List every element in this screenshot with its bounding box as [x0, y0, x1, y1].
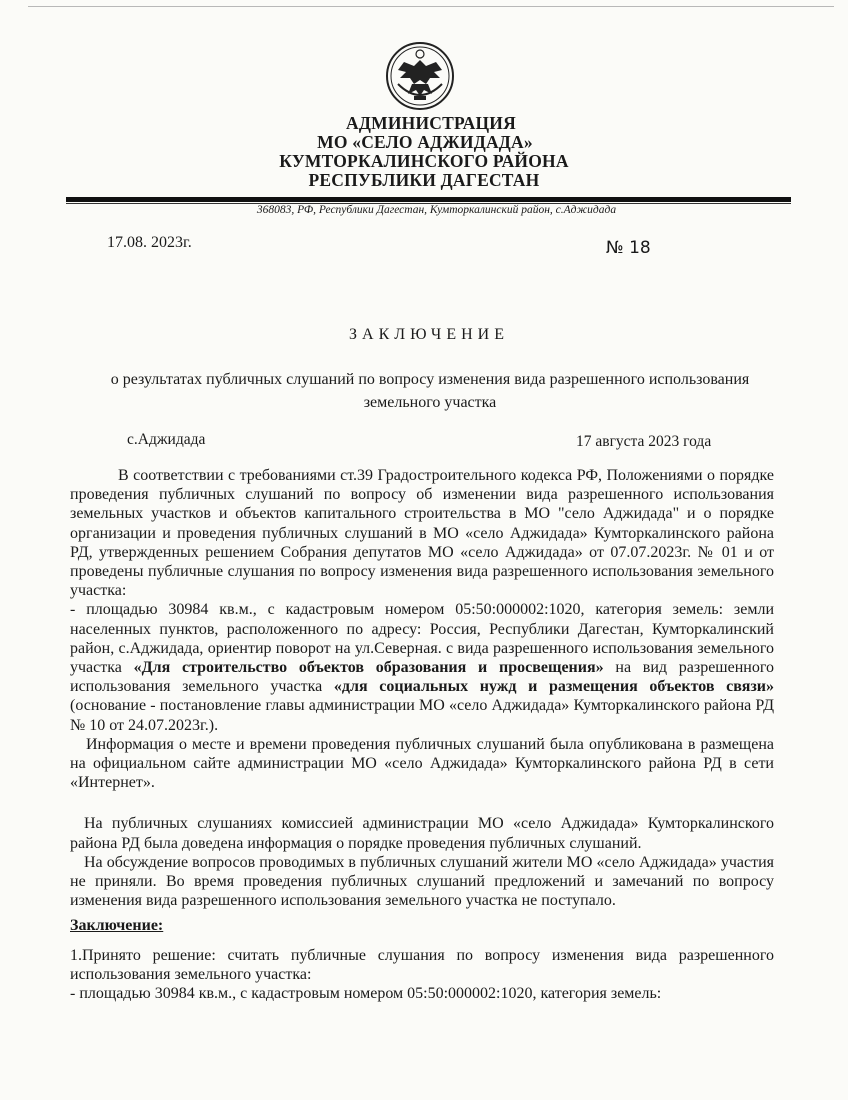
org-line-2: МО «СЕЛО АДЖИДАДА»: [317, 132, 533, 152]
org-address: 368083, РФ, Республики Дагестан, Кумторкалинский район, с.Аджидада: [256, 204, 617, 216]
doc-number: № 18: [606, 238, 651, 258]
doc-title: ЗАКЛЮЧЕНИЕ: [349, 326, 509, 343]
paragraph-land-plot-repeat: - площадью 30984 кв.м., с кадастровым номером 05:50:000002:1020, категория земель:: [70, 985, 662, 1003]
paragraph-land-plot: [70, 600, 774, 734]
doc-subtitle: о результатах публичных слушаний по вопросу изменения вида разрешенного использования земельного участка: [110, 371, 750, 411]
header-divider-thick: [66, 197, 791, 202]
land-plot-new-use: «для социальных нужд и размещения объектов связи»: [333, 678, 774, 696]
doc-date-full: 17 августа 2023 года: [576, 433, 712, 450]
scan-edge-line: [28, 6, 834, 7]
dagestan-emblem-icon: [384, 40, 456, 112]
org-line-4: РЕСПУБЛИКИ ДАГЕСТАН: [308, 170, 540, 190]
land-plot-old-use: «Для строительство объектов образования и просвещения»: [133, 659, 604, 677]
land-plot-text-c: на вид разрешенного использования земельного участка: [70, 659, 775, 696]
land-plot-text-a: - площадью 30984 кв.м., с кадастровым номером 05:50:000002:1020, категория земель: земли населенных пунктов, расположенного по адресу: Россия, Республики Дагестан, Кумторкалинский район, с.Аджидада, ориентир поворот на ул.Северная. с вида разрешенного использования земельного участка: [70, 601, 774, 677]
doc-date: 17.08. 2023г.: [107, 234, 192, 251]
paragraph-commission: На публичных слушаниях комиссией администрации МО «село Аджидада» Кумторкалинского района РД была доведена информация о порядке проведения публичных слушаний.: [70, 815, 774, 852]
org-line-3: КУМТОРКАЛИНСКОГО РАЙОНА: [279, 151, 569, 171]
conclusion-heading: Заключение:: [70, 917, 164, 935]
paragraph-publication: Информация о месте и времени проведения публичных слушаний была опубликована в размещена на официальном сайте администрации МО «село Аджидада» Кумторкалинского района РД в сети «Интернет».: [70, 735, 774, 792]
land-plot-basis: (основание - постановление главы администрации МО «село Аджидада» Кумторкалинского района РД № 10 от 24.07.2023г.).: [70, 697, 774, 734]
org-header: [0, 114, 848, 190]
paragraph-discussion: На обсуждение вопросов проводимых в публичных слушаний жители МО «село Аджидада» участия не приняли. Во время проведения публичных слушаний предложений и замечаний по вопросу изменения вида разрешенного использования земельного участка не поступало.: [70, 853, 774, 910]
org-line-1: АДМИНИСТРАЦИЯ: [346, 113, 516, 133]
doc-body: [70, 466, 774, 1003]
doc-place: с.Аджидада: [127, 431, 206, 448]
paragraph-decision: 1.Принято решение: считать публичные слушания по вопросу изменения вида разрешенного использования земельного участка:: [70, 946, 774, 983]
paragraph-intro: В соответствии с требованиями ст.39 Градостроительного кодекса РФ, Положениями о порядке проведения публичных слушаний по вопросу об изменении вида разрешенного использования земельных участков и объектов капитального строительства в МО "село Аджидада" и о порядке организации и проведения публичных слушаний в МО «село Аджидада» Кумторкалинского района РД, утвержденных решением Собрания депутатов МО «село Аджидада» от 07.07.2023г. № 01 и от проведены публичные слушания по вопросу изменения вида разрешенного использования земельного участка:: [70, 467, 774, 600]
